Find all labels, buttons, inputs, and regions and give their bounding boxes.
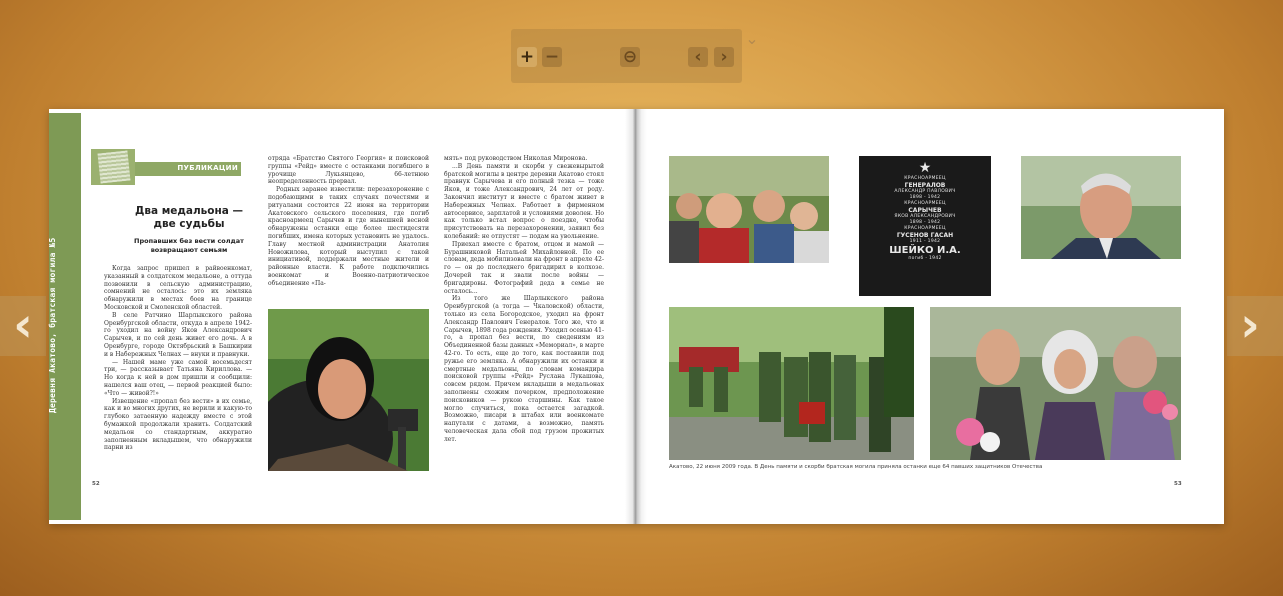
children-photo xyxy=(669,156,829,263)
mourners-photo xyxy=(930,307,1181,460)
rubric-label: ПУБЛИКАЦИИ xyxy=(177,164,238,172)
text-column-1: Когда запрос пришел в райвоенкомат, указанный в солдатском медальоне, а оттуда позвонили в сельскую администрацию, сомнений не осталось: это их земляка обнаружили в местах боев на границе Московской и Смоленской областей. В селе Ратчино Шарлыкского района Оренбургской области, откуда в апреле 1942-го уходил на войну Яков Александрович Сарычев, и по сей день живет его дочь. А в Оренбурге, городе Октябрьский в Башкирии и в Набережных Челнах — внуки и правнуки. — Нашей маме уже самой восемьдесят три, — рассказывает Татьяна Кириллова. — Но когда к ней в дом пришли и сообщили: нашелся ваш отец, — первой реакцией было: «Что — живой?!» Извещение «пропал без вести» в их семье, как и во многих других, не верили и какую-то глубоко затаенную надежду вместе с этой бумажкой продолжали хранить. Солдатский медальон со стандартным, аккуратно заполненным вкладышем, что обнаружили парни из xyxy=(104,265,252,452)
page-number-right: 53 xyxy=(1174,481,1182,487)
viewer-toolbar xyxy=(511,29,742,83)
man-portrait-photo xyxy=(1021,156,1181,259)
page-number-left: 52 xyxy=(92,481,100,487)
memorial-plaque-photo: ★ КРАСНОАРМЕЕЦ ГЕНЕРАЛОВ АЛЕКСАНДР ПАВЛОВИЧ 1898 - 1942 КРАСНОАРМЕЕЦ САРЫЧЕВ ЯКОВ АЛЕКСАНДРОВИЧ 1898 - 1942 КРАСНОАРМЕЕЦ ГУСЕНОВ ГАСАН 1911 - 1942 ШЕЙКО И.А. погиб - 1942 xyxy=(859,156,991,296)
article-subtitle: Пропавших без вести солдат возвращают семьям xyxy=(134,237,244,254)
soldiers-procession-photo xyxy=(669,307,914,460)
prev-spread-button[interactable]: ‹ xyxy=(0,296,46,356)
star-icon: ★ xyxy=(918,160,932,176)
rubric-header xyxy=(91,149,241,185)
woman-portrait-photo xyxy=(268,309,429,471)
page-side-bar xyxy=(49,113,81,520)
next-spread-button[interactable]: › xyxy=(1227,296,1283,356)
zoom-out-icon[interactable]: − xyxy=(542,47,562,67)
next-page-icon[interactable]: › xyxy=(714,47,734,67)
book-spread xyxy=(49,109,1224,524)
zoom-fit-icon[interactable]: ⊖ xyxy=(620,47,640,67)
collapse-toolbar-icon[interactable]: ⌄ xyxy=(745,29,759,48)
book-spine xyxy=(625,109,647,524)
prev-page-icon[interactable]: ‹ xyxy=(688,47,708,67)
article-title: Два медальона — две судьбы xyxy=(134,205,244,230)
photo-caption: Акатово, 22 июня 2009 года. В День памяти и скорби братская могила приняла останки еще 64 павших защитников Отечества xyxy=(669,464,1043,470)
newspaper-icon xyxy=(91,149,135,185)
zoom-in-icon[interactable]: + xyxy=(517,47,537,67)
text-column-2: отряда «Братство Святого Георгия» и поисковой группы «Рейд» вместе с останками погибшего в урочище Лукьянцево, 66-летнюю неопределенность прервал. Родных заранее известили: перезахоронение с подобающими в таких случаях почестями и ритуалами состоится 22 июня на территории Акатовского сельского поселения, где погиб красноармеец Сарычев и где нынешней весной обнаружены останки еще более шестидесяти погибших, имена которых установить не удалось. Главу местной администрации Анатолия Новожилова, который выступил с такой инициативой, поддержали местные жители и районные власти. К работе подключились военкомат и Военно-патриотическое объединение «Па- xyxy=(268,155,429,287)
text-column-3: мять» под руководством Николая Миронова. ...В День памяти и скорби у свежевырытой братской могилы в центре деревни Акатово стоял правнук Сарычева и его полный тезка — тоже Яков, и тоже Александрович, 24 лет от роду. Закончил институт и вместе с братом живет в Набережных Челнах. Работает в фирменном автосервисе, зарплатой и условиями доволен. Но как только встал вопрос о поездке, чтобы присутствовать на перезахоронении, заявил без колебаний: не отпустят — подам на увольнение. Приехал вместе с братом, отцом и мамой — Бурашниковой Натальей Михайловной. По ее словам, деда мобилизовали на фронт в апреле 42-го — он до последнего бригадирил в колхозе. Дочерей так и звали после войны — бригадировы. Фотографий деда в семье не осталось... Из того же Шарлыкского района Оренбургской (а тогда — Чкаловской) области, только из села Богородское, уходил на фронт Александр Павлович Генералов. Того же, что и Сарычев, 1898 года рождения. Уходил осенью 41-го, а пропал без вести, по сведениям из Объединенной базы данных «Мемориал», в марте 42-го. То есть, еще до того, как поставили под ружье его земляка. А обнаружили их останки и смертные медальоны, по словам командира поисковой группы «Рейд» Руслана Лукашова, совсем рядом. Причем вкладыши в медальонах заполнены схожим почерком, предположение поисковиков — рукою старшины. Как такое могло случиться, пока остается загадкой. Возможно, писари в штабах или военкомате напутали с датами, а возможно, память человеческая дала сбой под грузом прожитых лет. xyxy=(444,155,604,443)
vertical-title: Деревня Акатово, братская могила №5 xyxy=(48,237,57,413)
